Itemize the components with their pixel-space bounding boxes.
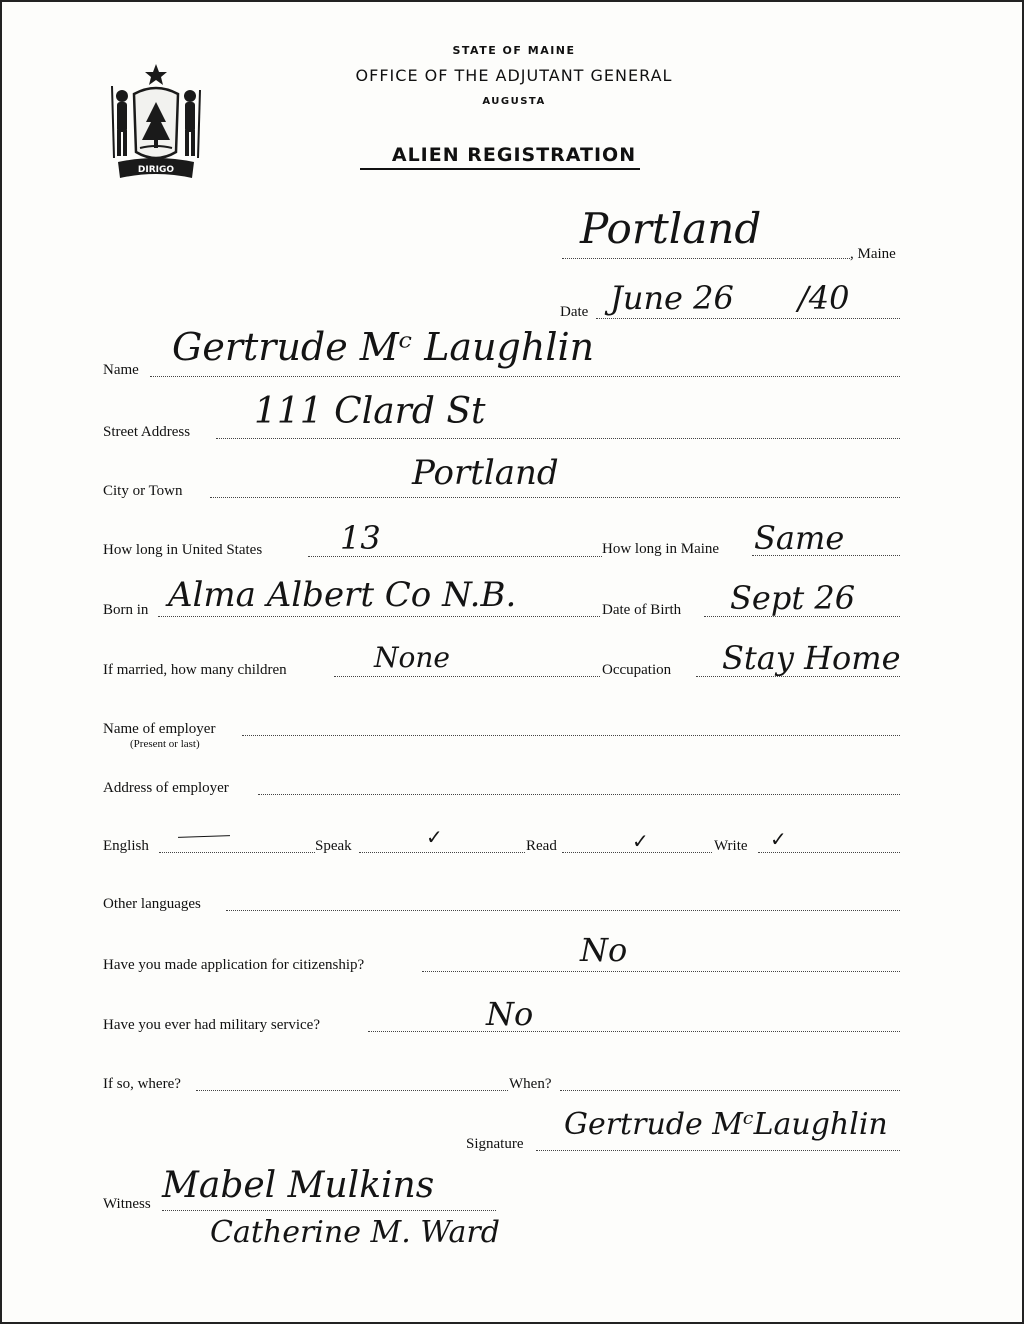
- children-entry: None: [374, 641, 450, 674]
- english-label: English: [103, 838, 149, 854]
- applicant-signature: Gertrude MᶜLaughlin: [564, 1107, 888, 1142]
- signature-line: [536, 1150, 900, 1151]
- born-in-entry: Alma Albert Co N.B.: [168, 575, 517, 615]
- how-long-us-label: How long in United States: [103, 542, 263, 558]
- employer-line: [242, 735, 900, 736]
- name-line: [150, 376, 900, 377]
- when-label: When?: [509, 1076, 552, 1092]
- city-label: City or Town: [103, 483, 183, 499]
- other-languages-label: Other languages: [103, 896, 201, 912]
- name-entry: Gertrude Mᶜ Laughlin: [172, 325, 595, 369]
- form-title: ALIEN REGISTRATION: [391, 144, 637, 166]
- write-check-icon: ✓: [770, 829, 787, 851]
- date-entry: June 26: [610, 279, 734, 317]
- citizenship-label: Have you made application for citizenship?: [103, 957, 365, 973]
- name-label: Name: [103, 362, 139, 378]
- witness-signature-2: Catherine M. Ward: [210, 1215, 500, 1250]
- occupation-entry: Stay Home: [722, 639, 901, 677]
- military-label: Have you ever had military service?: [103, 1017, 320, 1033]
- speak-label: Speak: [315, 838, 352, 854]
- speak-line: [359, 852, 525, 853]
- where-line: [196, 1090, 508, 1091]
- read-check-icon: ✓: [632, 831, 649, 853]
- title-underline: [360, 168, 640, 170]
- witness-line: [162, 1210, 496, 1211]
- born-in-line: [158, 616, 600, 617]
- date-year-entry: /40: [798, 279, 850, 317]
- employer-address-label: Address of employer: [103, 780, 229, 796]
- place-line: [562, 258, 850, 259]
- svg-text:DIRIGO: DIRIGO: [137, 165, 175, 175]
- english-entry-mark: [178, 835, 230, 838]
- born-in-label: Born in: [103, 602, 149, 618]
- citizenship-entry: No: [580, 931, 628, 969]
- date-label: Date: [560, 304, 589, 320]
- when-line: [560, 1090, 900, 1091]
- city-heading: AUGUSTA: [482, 96, 546, 107]
- how-long-maine-label: How long in Maine: [602, 541, 720, 557]
- citizenship-line: [422, 971, 900, 972]
- street-address-label: Street Address: [103, 424, 191, 440]
- english-line: [159, 852, 315, 853]
- street-address-line: [216, 438, 900, 439]
- speak-check-icon: ✓: [426, 827, 443, 849]
- office-heading: OFFICE OF THE ADJUTANT GENERAL: [355, 66, 673, 85]
- employer-label: Name of employer: [103, 721, 216, 737]
- military-entry: No: [486, 995, 534, 1033]
- children-label: If married, how many children: [103, 662, 287, 678]
- place-entry: Portland: [580, 204, 762, 253]
- signature-label: Signature: [466, 1136, 524, 1152]
- other-languages-line: [226, 910, 900, 911]
- employer-address-line: [258, 794, 900, 795]
- how-long-maine-entry: Same: [754, 519, 845, 557]
- witness-signature-1: Mabel Mulkins: [162, 1165, 435, 1206]
- state-heading: STATE OF MAINE: [452, 44, 576, 57]
- street-address-entry: 111 Clard St: [254, 391, 486, 432]
- how-long-us-entry: 13: [340, 519, 381, 557]
- employer-sublabel: (Present or last): [130, 738, 200, 750]
- date-line: [596, 318, 900, 319]
- date-of-birth-label: Date of Birth: [602, 602, 682, 618]
- where-label: If so, where?: [103, 1076, 181, 1092]
- maine-label: , Maine: [850, 246, 896, 262]
- date-of-birth-entry: Sept 26: [730, 579, 856, 617]
- children-line: [334, 676, 600, 677]
- write-label: Write: [714, 838, 748, 854]
- read-label: Read: [526, 838, 557, 854]
- witness-label: Witness: [103, 1196, 151, 1212]
- write-line: [758, 852, 900, 853]
- city-entry: Portland: [412, 453, 559, 493]
- occupation-label: Occupation: [602, 662, 672, 678]
- city-line: [210, 497, 900, 498]
- military-line: [368, 1031, 900, 1032]
